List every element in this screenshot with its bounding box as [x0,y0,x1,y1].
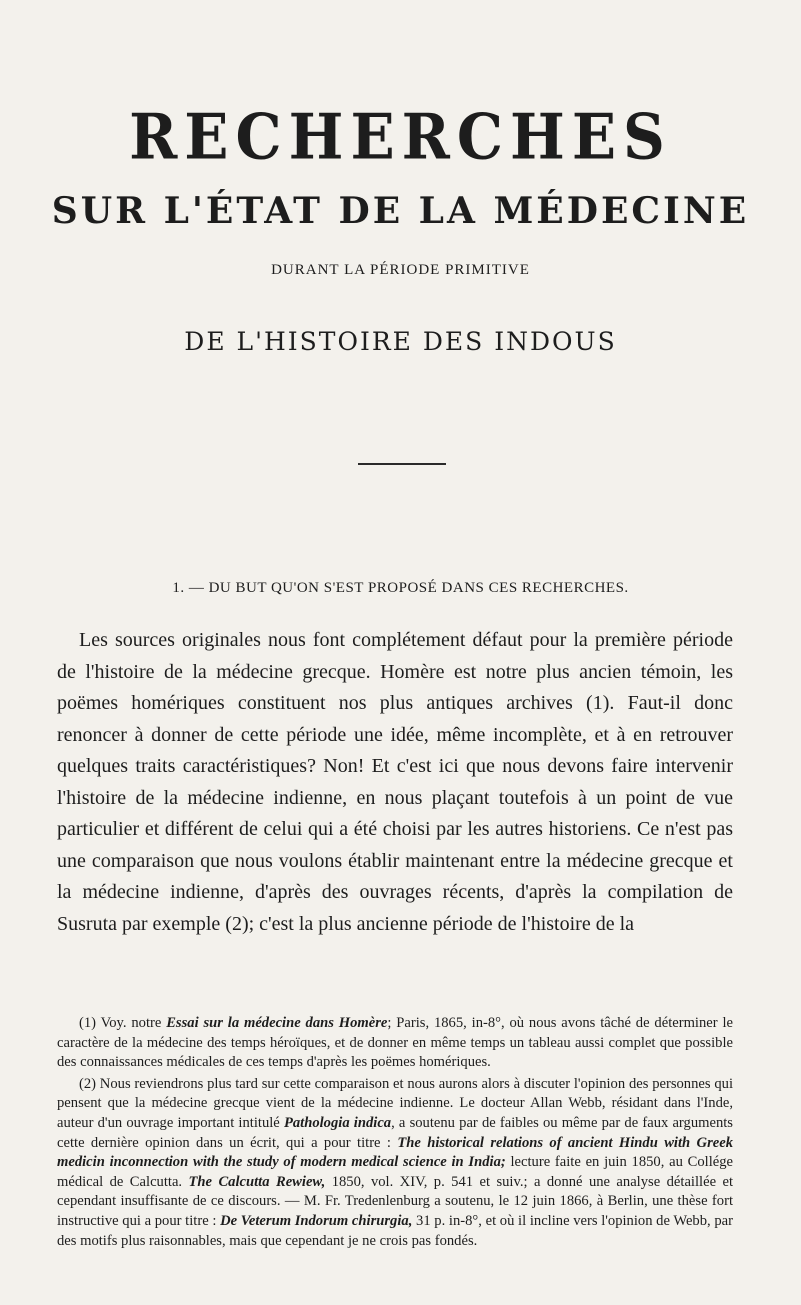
footnote-2-text-e: 31 p. in-8°, et où il incline vers l'opinion de Webb, par des motifs plus raisonnables, mais que cependant je ne crois pas fondés. [57,1212,733,1249]
title-line2: SUR L'ÉTAT DE LA MÉDECINE [51,190,750,232]
footnote-1-text-end: ; Paris, 1865, in-8°, où nous avons tâché de déterminer le caractère de la médecine des temps héroïques, et de donner en même temps un tableau aussi complet que possible des connaissances médicales de ces temps d'après les poëmes homériques. [57,1015,733,1071]
title-line3: DURANT LA PÉRIODE PRIMITIVE [271,262,530,278]
title-main: RECHERCHES [129,100,672,174]
footnote-2-title-4: De Veterum Indorum chirurgia, [220,1212,413,1229]
footnote-2-title-3: The Calcutta Rewiew, [188,1173,326,1190]
body-text [57,625,733,940]
ornamental-rule [358,463,446,465]
footnote-2-text-c: lecture faite en juin 1850, au Collége médical de Calcutta. [57,1154,734,1190]
footnote-1-text: (1) Voy. notre [79,1015,167,1031]
footnote-1 [57,1014,733,1073]
footnote-2-title-1: Pathologia indica [283,1114,392,1131]
footnote-2-text-b: , a soutenu par de faibles ou même par de faux arguments cette dernière opinion dans un écrit, qui a pour titre : [57,1114,733,1151]
footnote-2-text: (2) Nous reviendrons plus tard sur cette comparaison et nous aurons alors à discuter l'opinion des personnes qui pensent que la médecine grecque vient de la médecine indienne. Le docteur Allan Webb, résidant dans l'Inde, auteur d'un ouvrage important intitulé [57,1075,733,1131]
footnote-2-text-d: 1850, vol. XIV, p. 541 et suiv.; a donné une analyse détaillée et cependant insuffisante de ce discours. — M. Fr. Tredenlenburg a soutenu, le 12 juin 1866, à Berlin, une thèse fort instructive qui a pour titre : [57,1173,733,1229]
footnote-2-title-2: The historical relations of ancient Hindu with Greek medicin inconnection with the study of modern medical science in India; [57,1134,733,1171]
footnote-2 [57,1075,733,1251]
body-paragraph: Les sources originales nous font complétement défaut pour la première période de l'histoire de la médecine grecque. Homère est notre plus ancien témoin, les poëmes homériques constituent nos plus antiques archives (1). Faut-il donc renoncer à donner de cette période une idée, même incomplète, et à en retrouver quelques traits caractéristiques? Non! Et c'est ici que nous devons faire intervenir l'histoire de la médecine indienne, en nous plaçant toutefois à un point de vue particulier et différent de celui qui a été choisi par les autres historiens. Ce n'est pas une comparaison que nous voulons établir maintenant entre la médecine grecque et la médecine indienne, d'après des ouvrages récents, d'après la compilation de Susruta par exemple (2); c'est la plus ancienne période de l'histoire de la [57,629,733,935]
footnotes [57,1014,733,1253]
title-line4: DE L'HISTOIRE DES INDOUS [184,327,617,356]
footnote-1-title: Essai sur la médecine dans Homère [166,1015,388,1031]
section-heading: 1. — DU BUT QU'ON S'EST PROPOSÉ DANS CES RECHERCHES. [172,580,629,596]
